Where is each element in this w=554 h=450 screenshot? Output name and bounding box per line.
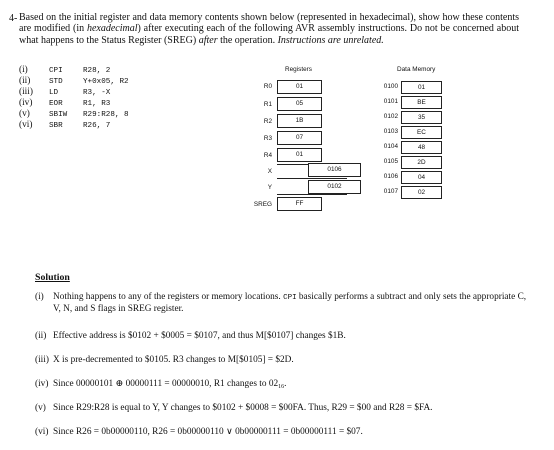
memory-value: 01 — [401, 81, 442, 94]
solution-text: Effective address is $0102 + $0005 = $0107, and thus M[$0107] changes $1B. — [53, 331, 346, 341]
instruction-row — [19, 109, 129, 119]
solution-text: . — [284, 379, 287, 389]
solution-item — [35, 355, 530, 366]
solution-text: Nothing happens to any of the registers or memory locations. — [53, 292, 284, 302]
register-value-r1: 05 — [277, 97, 322, 111]
register-value-r3: 07 — [277, 131, 322, 145]
solution-text: X is pre-decremented to $0105. R3 changes to M[$0105] = $2D. — [53, 355, 294, 365]
instruction-row — [19, 120, 110, 130]
instruction-number: (ii) — [19, 76, 31, 86]
registers-title: Registers — [285, 66, 312, 73]
register-value-r4: 01 — [277, 148, 322, 162]
solution-number: (iii) — [35, 355, 49, 365]
pointer-y-bottom-line — [277, 194, 347, 195]
register-label-r3: R3 — [263, 135, 272, 142]
memory-address: 0100 — [383, 83, 398, 90]
solution-code: CPI — [283, 294, 297, 302]
instruction-number: (i) — [19, 65, 28, 75]
memory-address: 0102 — [383, 113, 398, 120]
register-value-r0: 01 — [277, 80, 322, 94]
instruction-opcode: CPI — [49, 67, 63, 75]
pointer-label-y: Y — [267, 184, 272, 191]
instruction-args: R1, R3 — [83, 100, 111, 108]
register-label-r1: R1 — [263, 101, 272, 108]
intro-text-2: ) after executing each of the following AVR assembly instructions. Do not be concerned about what happens to the Status Register (SREG) — [19, 23, 519, 46]
intro-emph-unrelated: Instructions are unrelated. — [277, 34, 384, 46]
solution-item — [35, 379, 530, 393]
solution-item — [35, 331, 530, 342]
intro-text-3: the operation. — [217, 34, 278, 46]
instruction-args: R29:R28, 8 — [83, 111, 129, 119]
solution-text: basically performs a subtract and only sets the appropriate C, V, N, and S flags in SREG register. — [53, 292, 527, 315]
instruction-args: Y+0x05, R2 — [83, 78, 129, 86]
instruction-number: (iv) — [19, 98, 33, 108]
instruction-args: R26, 7 — [83, 122, 111, 130]
register-label-r0: R0 — [263, 83, 272, 90]
question-number: 4- — [9, 13, 18, 24]
memory-address: 0104 — [383, 143, 398, 150]
solution-number: (iv) — [35, 379, 49, 389]
solution-text: Since 00000101 ⊕ 00000111 = 00000010, R1 changes to 02 — [53, 379, 279, 389]
register-value-r2: 1B — [277, 114, 322, 128]
instruction-args: R3, -X — [83, 89, 111, 97]
instruction-number: (vi) — [19, 120, 33, 130]
instruction-number: (v) — [19, 109, 30, 119]
sreg-label: SREG — [253, 201, 272, 208]
pointer-x-bottom-line — [277, 178, 347, 179]
pointer-value-x: 0106 — [308, 163, 361, 177]
instruction-opcode: SBR — [49, 122, 63, 130]
memory-value: 2D — [401, 156, 442, 169]
intro-text-1: Based on the initial register and data memory contents shown below (represented in hexadecimal), show how these contents are modified (in — [19, 12, 519, 35]
solution-item — [35, 427, 530, 438]
memory-address: 0107 — [383, 188, 398, 195]
question-intro — [19, 12, 519, 46]
solution-number: (ii) — [35, 331, 47, 341]
instruction-row — [19, 76, 129, 86]
memory-value: 04 — [401, 171, 442, 184]
pointer-label-x: X — [267, 168, 272, 175]
instruction-row — [19, 98, 110, 108]
memory-value: 02 — [401, 186, 442, 199]
memory-value: 35 — [401, 111, 442, 124]
solution-number: (i) — [35, 292, 44, 302]
register-label-r2: R2 — [263, 118, 272, 125]
solution-text: Since R29:R28 is equal to Y, Y changes to $0102 + $0008 = $00FA. Thus, R29 = $00 and R28 = $FA. — [53, 403, 433, 413]
memory-address: 0106 — [383, 173, 398, 180]
memory-value: BE — [401, 96, 442, 109]
solution-subscript: 16 — [278, 384, 285, 390]
solution-number: (vi) — [35, 427, 49, 437]
instruction-opcode: EOR — [49, 100, 63, 108]
instruction-opcode: SBIW — [49, 111, 68, 119]
instruction-row — [19, 87, 110, 97]
register-label-r4: R4 — [263, 152, 272, 159]
instruction-args: R28, 2 — [83, 67, 111, 75]
sreg-value: FF — [277, 197, 322, 211]
intro-emph-hex: hexadecimal — [86, 23, 138, 35]
memory-title: Data Memory — [397, 66, 436, 73]
solution-title: Solution — [35, 272, 70, 283]
pointer-value-y: 0102 — [308, 180, 361, 194]
memory-value: 48 — [401, 141, 442, 154]
memory-address: 0101 — [383, 98, 398, 105]
solution-item — [35, 292, 530, 316]
memory-address: 0103 — [383, 128, 398, 135]
intro-emph-after: after — [198, 34, 218, 46]
instruction-opcode: STD — [49, 78, 63, 86]
solution-text: Since R26 = 0b00000110, R26 = 0b00000110 ∨ 0b00000111 = 0b00000111 = $07. — [53, 427, 363, 437]
instruction-number: (iii) — [19, 87, 33, 97]
memory-value: EC — [401, 126, 442, 139]
solution-item — [35, 403, 530, 414]
instruction-row — [19, 65, 110, 75]
instruction-opcode: LD — [49, 89, 59, 97]
solution-number: (v) — [35, 403, 46, 413]
memory-address: 0105 — [383, 158, 398, 165]
